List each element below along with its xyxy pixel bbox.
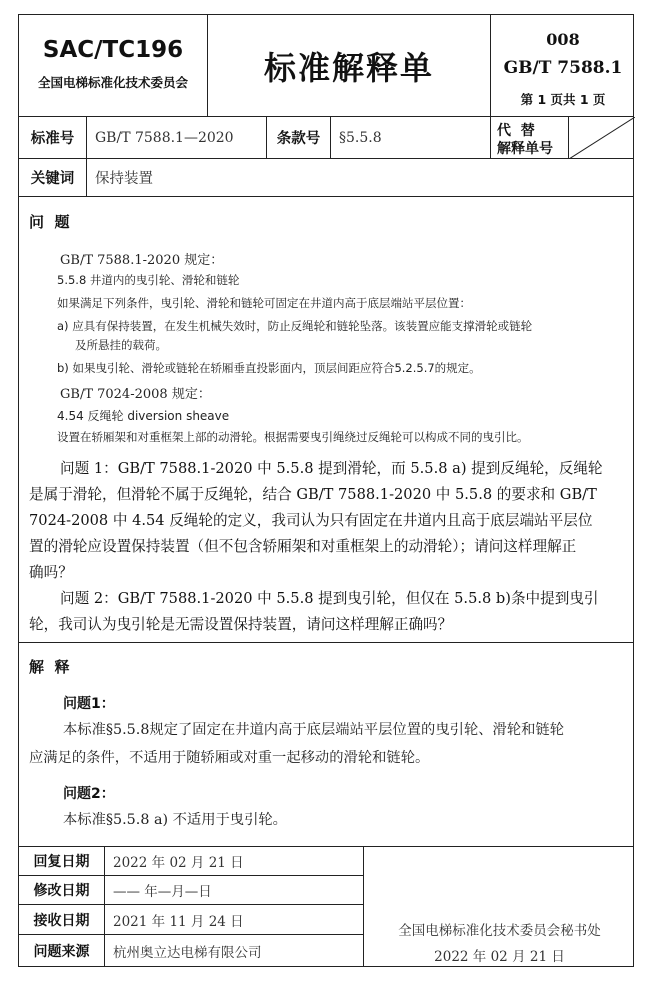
question-section [19,197,633,643]
diagonal-slash [569,117,635,159]
question-line-7: GB/T 7024-2008 规定： [60,387,211,402]
replace-value-empty [569,117,635,158]
clause-label: 条款号 [267,117,331,158]
question-line-12: 7024-2008 中 4.54 反绳轮的定义，我司认为只有固定在井道内且高于底层端站平层位 [29,512,593,529]
title-block [208,15,491,116]
interpretation-sheet [18,14,634,967]
question-line-14: 确吗？ [29,564,73,581]
question-line-11: 是属于滑轮，但滑轮不属于反绳轮，结合 GB/T 7588.1-2020 中 5.5.8 的要求和 GB/T [29,486,597,503]
doc-id-block [491,15,635,116]
answer-heading: 解 释 [29,658,70,676]
answer-q1-label: 问题1： [63,696,115,712]
question-line-8: 4.54 反绳轮 diversion sheave [57,409,230,423]
keyword-label: 关键词 [19,159,87,196]
doc-title: 标准解释单 [263,48,434,87]
reply-date-value: 2022 年 02 月 21 日 [105,847,364,875]
keyword-value: 保持装置 [95,171,153,187]
org-name: 全国电梯标准化技术委员会 [37,75,188,90]
org-code: SAC/TC196 [42,37,184,63]
secretariat-date: 2022 年 02 月 21 日 [434,949,565,965]
reply-date-row [19,847,364,876]
answer-q2-label: 问题2： [63,786,115,802]
source-label: 问题来源 [19,935,105,966]
std-no-label: 标准号 [19,117,87,158]
replace-label-2: 解释单号 [497,141,553,157]
replace-label-1: 代 替 [497,123,535,139]
question-line-16: 轮，我司认为曳引轮是无需设置保持装置，请问这样理解正确吗？ [29,616,453,633]
clause-value: §5.5.8 [331,117,491,158]
reply-date-label: 回复日期 [19,847,105,875]
keyword-row [19,159,633,197]
doc-number: 008 [546,30,580,49]
answer-q2-line: 本标准§5.5.8 a) 不适用于曳引轮。 [63,812,287,828]
question-line-15: 问题 2：GB/T 7588.1-2020 中 5.5.8 提到曳引轮，但仅在 5.5.8 b)条中提到曳引 [60,590,599,607]
question-line-1: GB/T 7588.1-2020 规定： [60,253,224,268]
answer-q1-line-1: 本标准§5.5.8规定了固定在井道内高于底层端站平层位置的曳引轮、滑轮和链轮 [63,722,565,738]
receive-date-value: 2021 年 11 月 24 日 [105,905,364,934]
std-no-value: GB/T 7588.1—2020 [87,117,267,158]
question-line-5: 及所悬挂的载荷。 [75,338,167,352]
question-heading: 问 题 [29,213,70,231]
question-line-3: 如果满足下列条件，曳引轮、滑轮和链轮可固定在井道内高于底层端站平层位置： [57,296,471,310]
revise-date-value: —— 年—月—日 [105,876,364,904]
question-line-13: 置的滑轮应设置保持装置（但不包含轿厢架和对重框架上的动滑轮）；请问这样理解正 [29,538,577,555]
org-block [19,15,208,116]
secretariat-block [364,847,635,966]
question-line-4: a) 应具有保持装置，在发生机械失效时，防止反绳轮和链轮坠落。该装置应能支撑滑轮或链轮 [57,319,533,333]
header-row [19,15,633,117]
question-line-10: 问题 1：GB/T 7588.1-2020 中 5.5.8 提到滑轮，而 5.5.8 a) 提到反绳轮，反绳轮 [60,460,603,477]
question-line-2: 5.5.8 井道内的曳引轮、滑轮和链轮 [57,273,240,287]
source-row [19,935,364,966]
meta-row [19,117,633,159]
replace-label [491,117,569,158]
question-line-9: 设置在轿厢架和对重框架上部的动滑轮。根据需要曳引绳绕过反绳轮可以构成不同的曳引比。 [57,430,529,444]
receive-date-label: 接收日期 [19,905,105,934]
secretariat-name: 全国电梯标准化技术委员会秘书处 [398,923,601,939]
question-line-6: b) 如果曳引轮、滑轮或链轮在轿厢垂直投影面内，顶层间距应符合5.2.5.7的规定。 [57,361,481,375]
revise-date-label: 修改日期 [19,876,105,904]
answer-q1-line-2: 应满足的条件，不适用于随轿厢或对重一起移动的滑轮和链轮。 [29,750,430,766]
page-info: 第 1 页共 1 页 [520,92,606,107]
receive-date-row [19,905,364,935]
source-value: 杭州奥立达电梯有限公司 [105,935,364,966]
footer-section [19,847,633,966]
std-code: GB/T 7588.1 [503,58,623,78]
revise-date-row [19,876,364,905]
answer-section [19,643,633,847]
